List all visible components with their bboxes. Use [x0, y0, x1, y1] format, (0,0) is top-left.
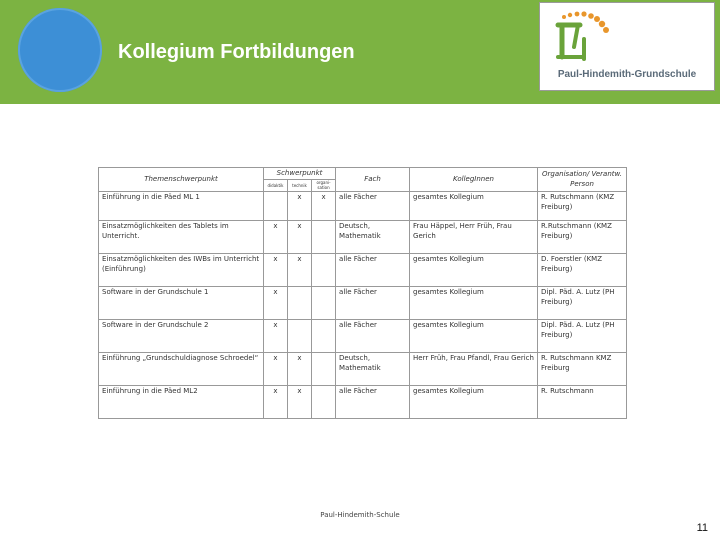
cell-mark-organisation	[312, 353, 336, 386]
footer-school-name: Paul-Hindemith-Schule	[320, 511, 400, 519]
cell-subject: alle Fächer	[336, 254, 410, 287]
cell-colleagues: gesamtes Kollegium	[410, 320, 538, 353]
cell-topic: Einführung in die Päed ML2	[99, 386, 264, 419]
cell-topic: Einführung in die Päed ML 1	[99, 192, 264, 221]
cell-organisation: Dipl. Päd. A. Lutz (PH Freiburg)	[538, 320, 627, 353]
cell-topic: Einführung „Grundschuldiagnose Schroedel“	[99, 353, 264, 386]
cell-organisation: Dipl. Päd. A. Lutz (PH Freiburg)	[538, 287, 627, 320]
header-organisation: Organisation/ Verantw. Person	[538, 168, 627, 192]
cell-colleagues: gesamtes Kollegium	[410, 386, 538, 419]
cell-mark-organisation	[312, 320, 336, 353]
cell-colleagues: Frau Häppel, Herr Früh, Frau Gerich	[410, 221, 538, 254]
cell-subject: Deutsch, Mathematik	[336, 353, 410, 386]
school-logo-graphic	[550, 9, 612, 65]
table-row	[99, 221, 627, 254]
cell-subject: alle Fächer	[336, 320, 410, 353]
table-row	[99, 254, 627, 287]
cell-topic: Einsatzmöglichkeiten des Tablets im Unterricht.	[99, 221, 264, 254]
cell-colleagues: Herr Früh, Frau Pfandl, Frau Gerich	[410, 353, 538, 386]
cell-mark-organisation	[312, 287, 336, 320]
cell-mark-didaktik	[264, 192, 288, 221]
cell-topic: Software in der Grundschule 1	[99, 287, 264, 320]
cell-mark-technik: x	[288, 254, 312, 287]
cell-mark-didaktik: x	[264, 254, 288, 287]
cell-subject: alle Fächer	[336, 287, 410, 320]
cell-subject: Deutsch, Mathematik	[336, 221, 410, 254]
cell-mark-technik	[288, 320, 312, 353]
cell-mark-technik: x	[288, 353, 312, 386]
table-row	[99, 353, 627, 386]
cell-organisation: R. Rutschmann (KMZ Freiburg)	[538, 192, 627, 221]
header-focus-technik: technik	[288, 180, 312, 192]
cell-colleagues: gesamtes Kollegium	[410, 287, 538, 320]
cell-mark-didaktik: x	[264, 287, 288, 320]
cell-mark-organisation	[312, 254, 336, 287]
cell-mark-didaktik: x	[264, 386, 288, 419]
table-row	[99, 192, 627, 221]
cell-mark-technik	[288, 287, 312, 320]
table-header-row	[99, 168, 627, 180]
header-topic: Themenschwerpunkt	[99, 168, 264, 192]
decorative-circle	[18, 8, 102, 92]
cell-organisation: R. Rutschmann	[538, 386, 627, 419]
header-focus-didaktik: didaktik	[264, 180, 288, 192]
header-subject: Fach	[336, 168, 410, 192]
table-row	[99, 320, 627, 353]
header-focus-organisation: organi-sation	[312, 180, 336, 192]
courses-table	[98, 167, 627, 419]
school-logo	[539, 2, 715, 91]
table-row	[99, 386, 627, 419]
table-row	[99, 287, 627, 320]
cell-mark-organisation	[312, 221, 336, 254]
cell-organisation: D. Foerstler (KMZ Freiburg)	[538, 254, 627, 287]
cell-mark-technik: x	[288, 192, 312, 221]
cell-topic: Einsatzmöglichkeiten des IWBs im Unterricht (Einführung)	[99, 254, 264, 287]
cell-mark-organisation: x	[312, 192, 336, 221]
cell-mark-organisation	[312, 386, 336, 419]
cell-subject: alle Fächer	[336, 386, 410, 419]
cell-topic: Software in der Grundschule 2	[99, 320, 264, 353]
cell-organisation: R. Rutschmann KMZ Freiburg	[538, 353, 627, 386]
cell-mark-technik: x	[288, 386, 312, 419]
header-colleagues: KollegInnen	[410, 168, 538, 192]
cell-organisation: R.Rutschmann (KMZ Freiburg)	[538, 221, 627, 254]
header-banner	[0, 0, 720, 104]
cell-colleagues: gesamtes Kollegium	[410, 192, 538, 221]
page-title: Kollegium Fortbildungen	[118, 41, 355, 63]
cell-mark-didaktik: x	[264, 353, 288, 386]
cell-mark-didaktik: x	[264, 221, 288, 254]
cell-mark-didaktik: x	[264, 320, 288, 353]
header-focus: Schwerpunkt	[264, 168, 336, 180]
cell-subject: alle Fächer	[336, 192, 410, 221]
cell-mark-technik: x	[288, 221, 312, 254]
school-logo-text: Paul-Hindemith-Grundschule	[557, 69, 697, 80]
cell-colleagues: gesamtes Kollegium	[410, 254, 538, 287]
page-number: 11	[696, 522, 708, 534]
